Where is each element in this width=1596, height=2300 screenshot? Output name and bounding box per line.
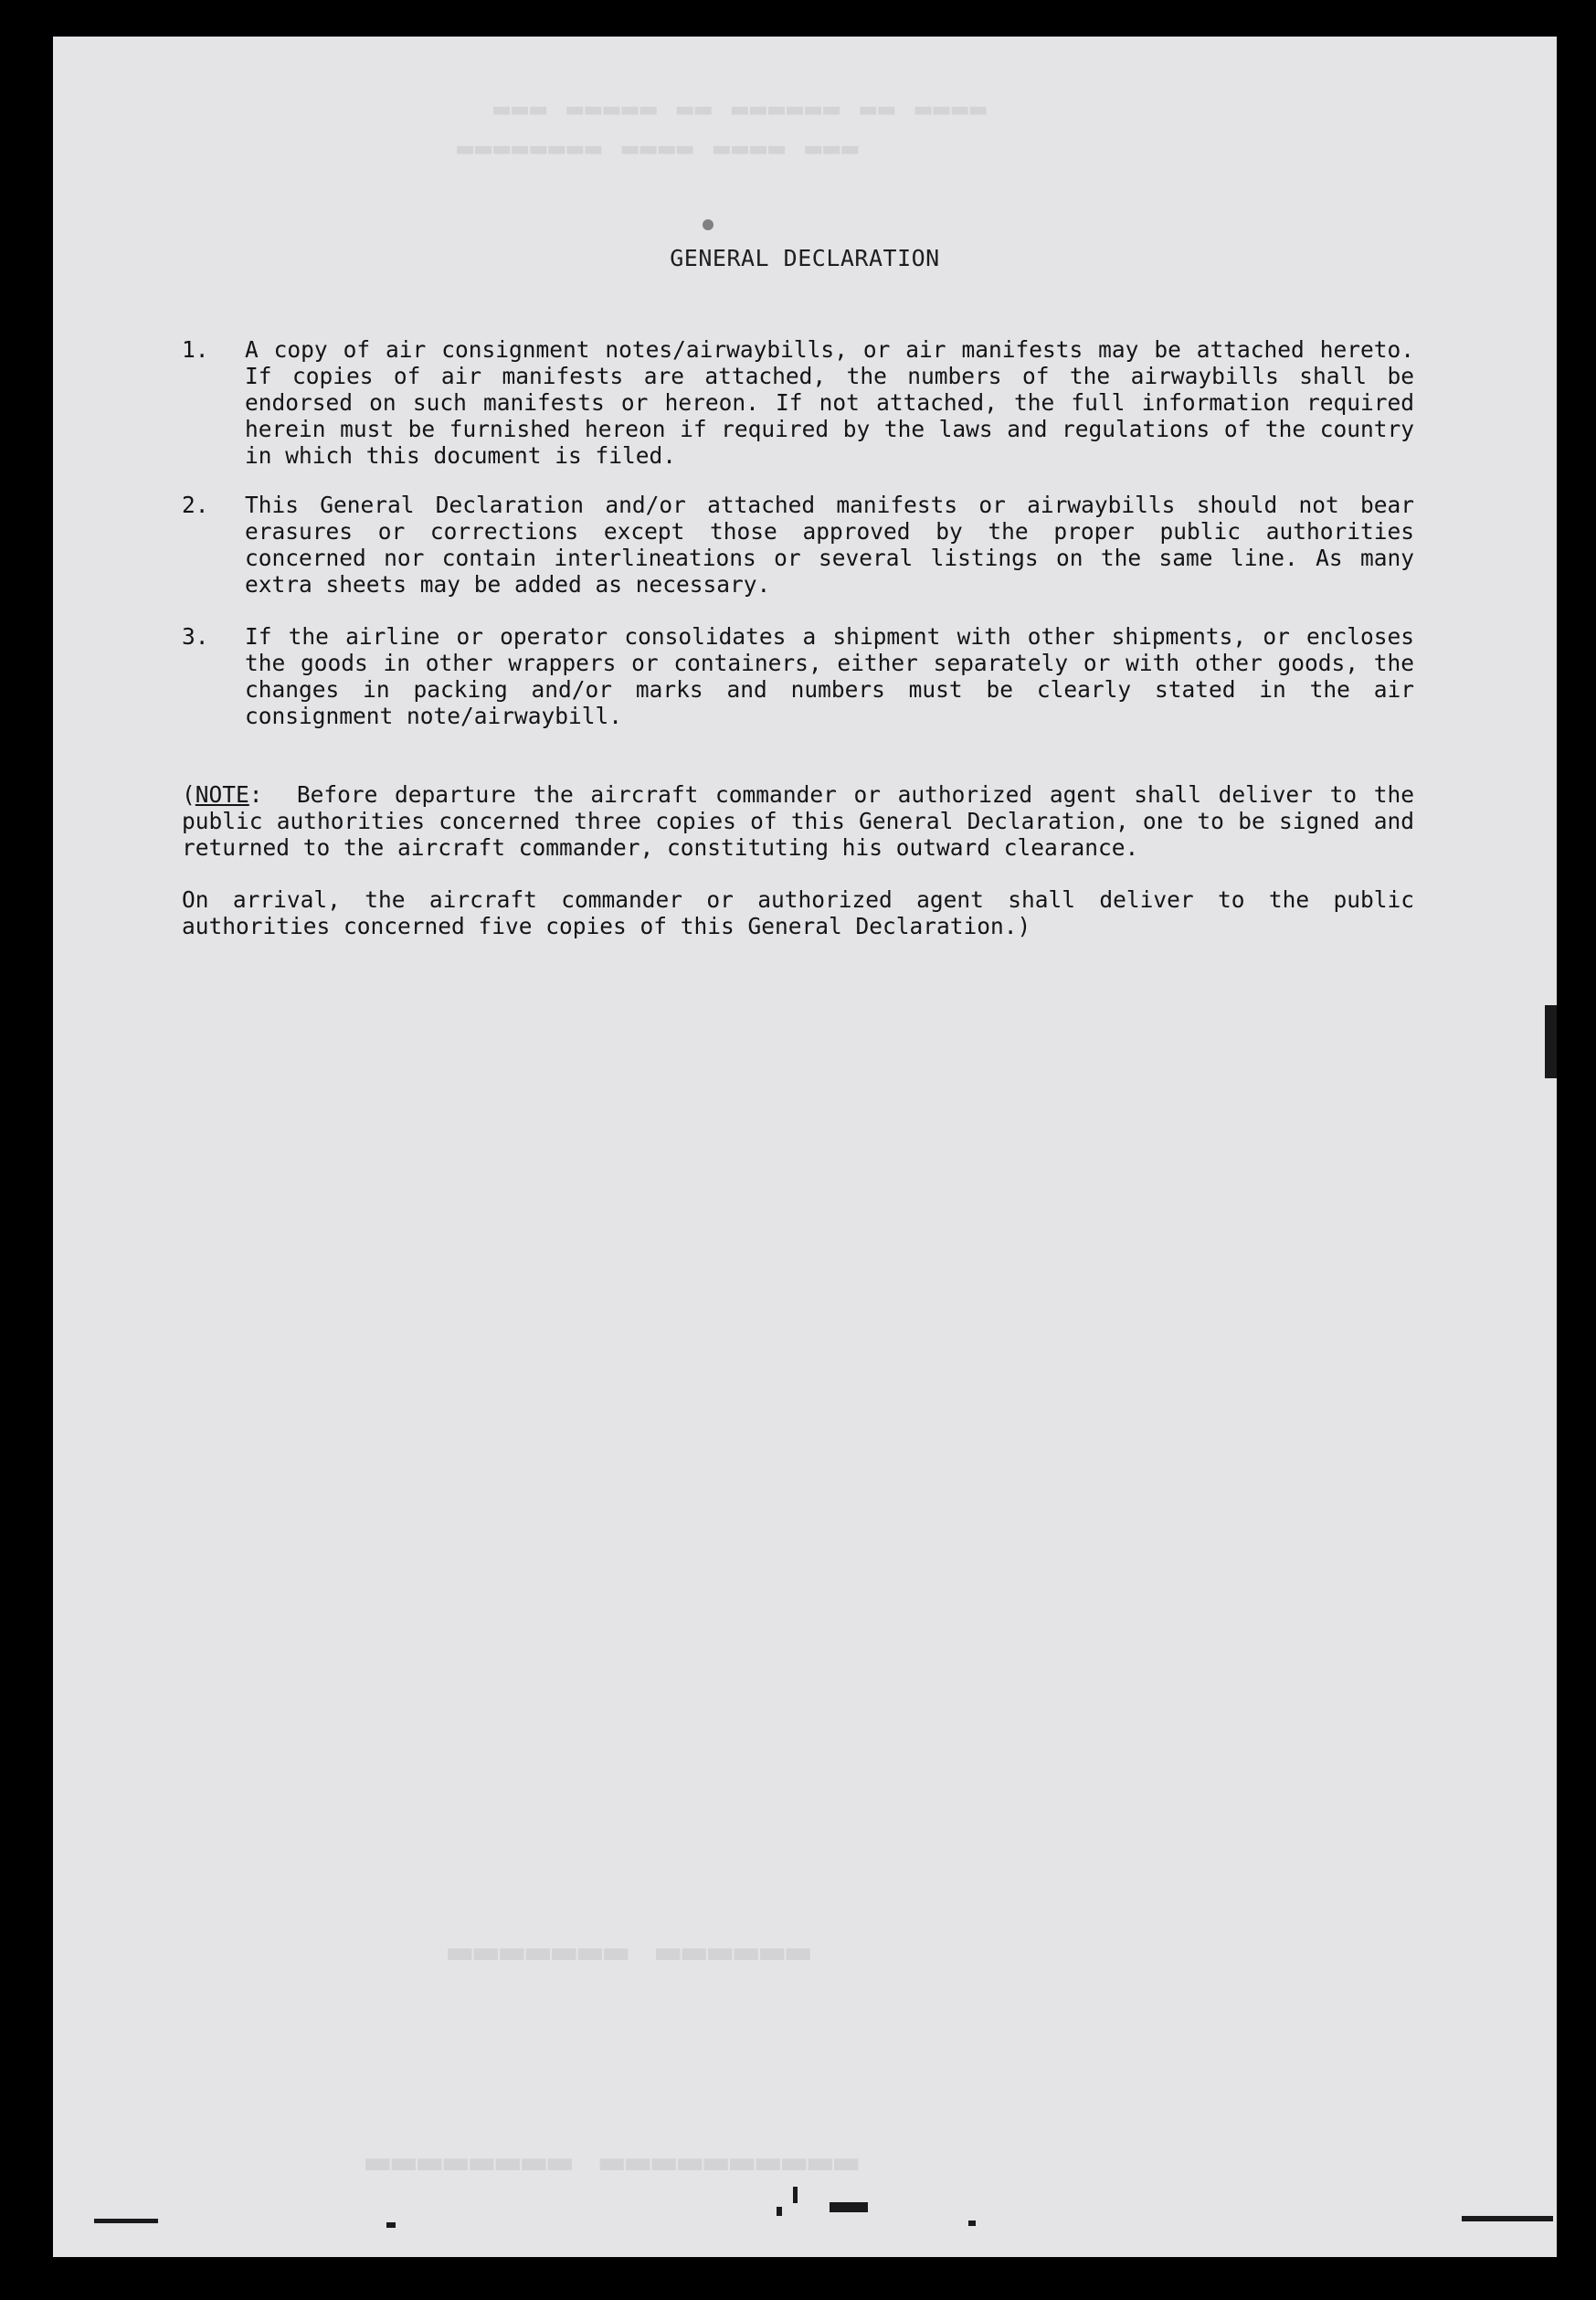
bleed-through-mark: ▬▬▬ ▬▬▬▬ ▬▬▬▬ ▬▬▬▬▬▬▬▬ xyxy=(455,132,859,164)
note-label: NOTE xyxy=(195,781,249,808)
document-page xyxy=(53,37,1557,2257)
item-text: If the airline or operator consolidates a shipment with other shipments, or encloses the goods in other wrappers or containers, either separately or with other goods, the changes in packing and/or marks and numbers must be clearly stated in the air consignment note/airwaybill. xyxy=(245,623,1414,729)
note-paragraph xyxy=(182,781,1414,861)
scan-artifact xyxy=(1462,2216,1553,2221)
scan-artifact xyxy=(386,2222,396,2228)
item-number: 2. xyxy=(182,492,209,518)
item-number: 3. xyxy=(182,623,209,650)
note-text: Before departure the aircraft commander or authorized agent shall deliver to the public authorities concerned three copies of this General Declaration, one to be signed and returned to the aircraft commander, constituting his outward clearance. xyxy=(182,781,1414,861)
item-text: This General Declaration and/or attached manifests or airwaybills should not bear erasures or corrections except those approved by the proper public authorities concerned nor contain interlineations or several listings on the same line. As many extra sheets may be added as necessary. xyxy=(245,492,1414,598)
page-title: GENERAL DECLARATION xyxy=(670,245,940,271)
note-open-paren: ( xyxy=(182,781,196,808)
arrival-paragraph: On arrival, the aircraft commander or authorized agent shall deliver to the public authorities concerned five copies of this General Declaration.) xyxy=(182,886,1414,939)
bleed-through-mark: ▬▬▬▬ ▬▬ ▬▬▬▬▬▬ ▬▬ ▬▬▬▬▬ ▬▬▬ xyxy=(491,93,987,125)
bleed-through-mark: ▬▬▬▬▬▬ ▬▬▬▬▬▬▬ xyxy=(446,1928,810,1975)
note-colon: : xyxy=(248,781,263,808)
item-number: 1. xyxy=(182,336,209,363)
scan-artifact xyxy=(968,2221,976,2226)
scan-artifact xyxy=(1545,1005,1557,1078)
item-text: A copy of air consignment notes/airwaybills, or air manifests may be attached hereto. If copies of air manifests are attached, the numbers of the airwaybills shall be endorsed on such manifests or hereon. If not attached, the full information required herein must be furnished hereon if required by the laws and regulations of the country in which this document is filed. xyxy=(245,336,1414,469)
scan-artifact xyxy=(793,2187,798,2203)
scan-artifact xyxy=(94,2219,158,2223)
bleed-through-mark: ▬▬▬▬▬▬▬▬▬▬ ▬▬▬▬▬▬▬▬ xyxy=(364,2138,859,2185)
punch-mark xyxy=(703,219,713,230)
scan-artifact xyxy=(777,2207,782,2216)
scan-artifact xyxy=(830,2202,868,2212)
